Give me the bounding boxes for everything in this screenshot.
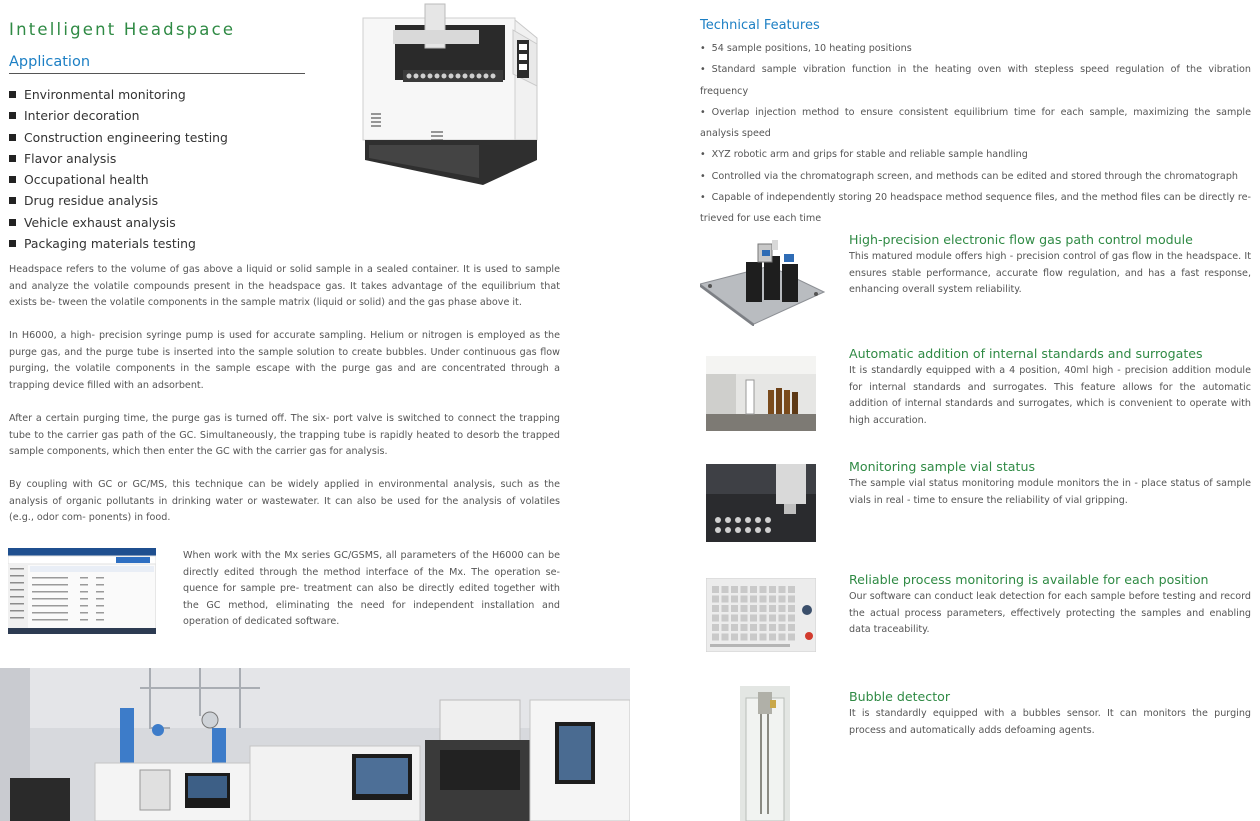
square-bullet-icon: [9, 240, 16, 247]
feature-title: Monitoring sample vial status: [849, 459, 1036, 474]
vial-cell: [788, 586, 795, 593]
list-item: Packaging materials testing: [9, 233, 228, 254]
vial-cell: [779, 596, 786, 603]
list-item: • Standard sample vibration function in the heating oven with stepless speed regulation of the vibration frequency: [700, 64, 1251, 97]
vial-cell: [722, 586, 729, 593]
vial-cell: [731, 634, 738, 641]
process-monitoring-image: [706, 578, 816, 652]
list-item: • Controlled via the chromatograph screen, and methods can be edited and stored through the chromatograph: [700, 170, 1238, 182]
vial-cell: [731, 586, 738, 593]
vial-cell: [712, 605, 719, 612]
vial-cell: [769, 586, 776, 593]
bullet-icon: •: [700, 64, 706, 76]
vial-cell: [741, 624, 748, 631]
square-bullet-icon: [9, 112, 16, 119]
vial-cell: [788, 605, 795, 612]
feature-title: Reliable process monitoring is available for each position: [849, 572, 1209, 587]
vial-cell: [731, 624, 738, 631]
vial-cell: [769, 596, 776, 603]
feature-text: The sample vial status monitoring module monitors the in - place status of sample vials in real - time to ensure the reliability of vial gripping.: [849, 478, 1251, 506]
vial-cell: [741, 586, 748, 593]
square-bullet-icon: [9, 155, 16, 162]
feature-text: It is standardly equipped with a bubbles sensor. It can monitors the purging process and automatically adds defoaming agents.: [849, 708, 1251, 736]
vial-cell: [741, 634, 748, 641]
vial-cell: [779, 586, 786, 593]
vial-cell: [779, 605, 786, 612]
vial-cell: [731, 605, 738, 612]
application-heading: Application: [9, 54, 305, 74]
vial-cell: [722, 624, 729, 631]
vial-cell: [712, 634, 719, 641]
bullet-icon: •: [700, 170, 706, 182]
vial-cell: [712, 586, 719, 593]
list-item: Environmental monitoring: [9, 84, 228, 105]
vial-cell: [779, 615, 786, 622]
paragraph: By coupling with GC or GC/MS, this technique can be widely applied in environmental analysis, such as the analysis of organic pollutants in drinking water or wastewater. It can also be used for the analysis of volatiles (e.g., odor com- ponents) in food.: [9, 479, 560, 524]
vial-cell: [760, 624, 767, 631]
bullet-icon: •: [700, 149, 706, 161]
paragraph: In H6000, a high- precision syringe pump is used for accurate sampling. Helium or nitrogen is employed as the purge gas, and the purge tube is inserted into the sample solution to create bubbles. Under continuous gas flow purging, the volatile components in the sample escape with the purge gas and are concentrated through a trapping device filled with an adsorbent.: [9, 330, 560, 391]
software-screenshot-image: [8, 548, 156, 634]
square-bullet-icon: [9, 91, 16, 98]
vial-cell: [779, 634, 786, 641]
software-paragraph: When work with the Mx series GC/GSMS, all parameters of the H6000 can be directly edited through the method interface of the Mx. The operation se- quence for sample pre- treatment can also be directly edited together with the GC method, eliminating the need for independent installation and operation of dedicated software.: [183, 550, 560, 628]
square-bullet-icon: [9, 134, 16, 141]
vial-cell: [722, 596, 729, 603]
vial-cell: [731, 596, 738, 603]
feature-title: Automatic addition of internal standards and surrogates: [849, 346, 1203, 361]
bullet-icon: •: [700, 106, 706, 118]
vial-cell: [722, 615, 729, 622]
technical-features-list: [700, 38, 1251, 230]
technical-features-heading: Technical Features: [700, 18, 820, 33]
list-item: • 54 sample positions, 10 heating positions: [700, 43, 912, 54]
headspace-instrument-image: [355, 0, 545, 188]
feature-title: High-precision electronic flow gas path control module: [849, 232, 1193, 247]
vial-cell: [722, 605, 729, 612]
vial-cell: [779, 624, 786, 631]
list-item: Interior decoration: [9, 105, 228, 126]
vial-cell: [712, 624, 719, 631]
bullet-icon: •: [700, 43, 706, 54]
list-item: • Overlap injection method to ensure consistent equilibrium time for each sample, maximizing the sample analysis speed: [700, 106, 1251, 140]
vial-cell: [769, 634, 776, 641]
feature-text: It is standardly equipped with a 4 position, 40ml high - precision addition module for internal standards and surrogates. This feature allows for the automatic addition of internal standards and surrogates, which is convenient to operate with high accuration.: [849, 365, 1251, 426]
vial-cell: [750, 586, 757, 593]
vial-cell: [741, 615, 748, 622]
vial-cell: [788, 624, 795, 631]
internal-standards-module-image: [706, 356, 816, 431]
vial-cell: [760, 596, 767, 603]
vial-cell: [769, 615, 776, 622]
vial-cell: [769, 605, 776, 612]
vial-cell: [741, 605, 748, 612]
brand-title: Intelligent Headspace: [9, 20, 236, 39]
vial-cell: [741, 596, 748, 603]
vial-cell: [750, 605, 757, 612]
square-bullet-icon: [9, 219, 16, 226]
application-list: [9, 84, 228, 254]
list-item: Occupational health: [9, 169, 228, 190]
vial-cell: [788, 615, 795, 622]
vial-cell: [712, 615, 719, 622]
bubble-detector-image: [740, 686, 790, 821]
vial-cell: [750, 596, 757, 603]
vial-cell: [731, 615, 738, 622]
bullet-icon: •: [700, 192, 706, 204]
vial-cell: [788, 596, 795, 603]
vial-cell: [769, 624, 776, 631]
paragraph: After a certain purging time, the purge gas is turned off. The six- port valve is switched to connect the trapping tube to the carrier gas path of the GC. Simultaneously, the trapping tube is rapidly heated to desorb the trapped sample components, which then enter the GC with the carrier gas for analysis.: [9, 413, 560, 458]
list-item: Flavor analysis: [9, 148, 228, 169]
feature-title: Bubble detector: [849, 689, 951, 704]
vial-cell: [712, 596, 719, 603]
list-item: • XYZ robotic arm and grips for stable and reliable sample handling: [700, 149, 1028, 161]
vial-cell: [760, 586, 767, 593]
vial-cell: [722, 634, 729, 641]
vial-cell: [760, 634, 767, 641]
feature-text: This matured module offers high - precision control of gas flow in the headspace. It ensures stable performance, accurate flow regulation, and has a fast response, enhancing overall system reliability.: [849, 251, 1251, 296]
vial-cell: [788, 634, 795, 641]
gas-path-module-image: [700, 236, 825, 326]
feature-text: Our software can conduct leak detection for each sample before testing and record the actual process parameters, effectively protecting the samples and enabling data traceability.: [849, 591, 1251, 636]
vial-cell: [750, 615, 757, 622]
vial-cell: [760, 615, 767, 622]
square-bullet-icon: [9, 176, 16, 183]
vial-cell: [750, 624, 757, 631]
list-item: Vehicle exhaust analysis: [9, 212, 228, 233]
list-item: Drug residue analysis: [9, 190, 228, 211]
vial-status-image: [706, 464, 816, 542]
square-bullet-icon: [9, 197, 16, 204]
paragraph: Headspace refers to the volume of gas above a liquid or solid sample in a sealed container. It is used to sample and analyze the volatile compounds present in the headspace gas. It takes advantage of the equilibrium that exists be- tween the volatile components in the sample matrix (liquid or solid) and the gas phase above it.: [9, 264, 560, 309]
vial-cell: [750, 634, 757, 641]
list-item: Construction engineering testing: [9, 127, 228, 148]
list-item: • Capable of independently storing 20 headspace method sequence files, and the method files can be directly re- trieved for use each time: [700, 192, 1251, 225]
laboratory-photo: [0, 668, 630, 821]
vial-cell: [760, 605, 767, 612]
